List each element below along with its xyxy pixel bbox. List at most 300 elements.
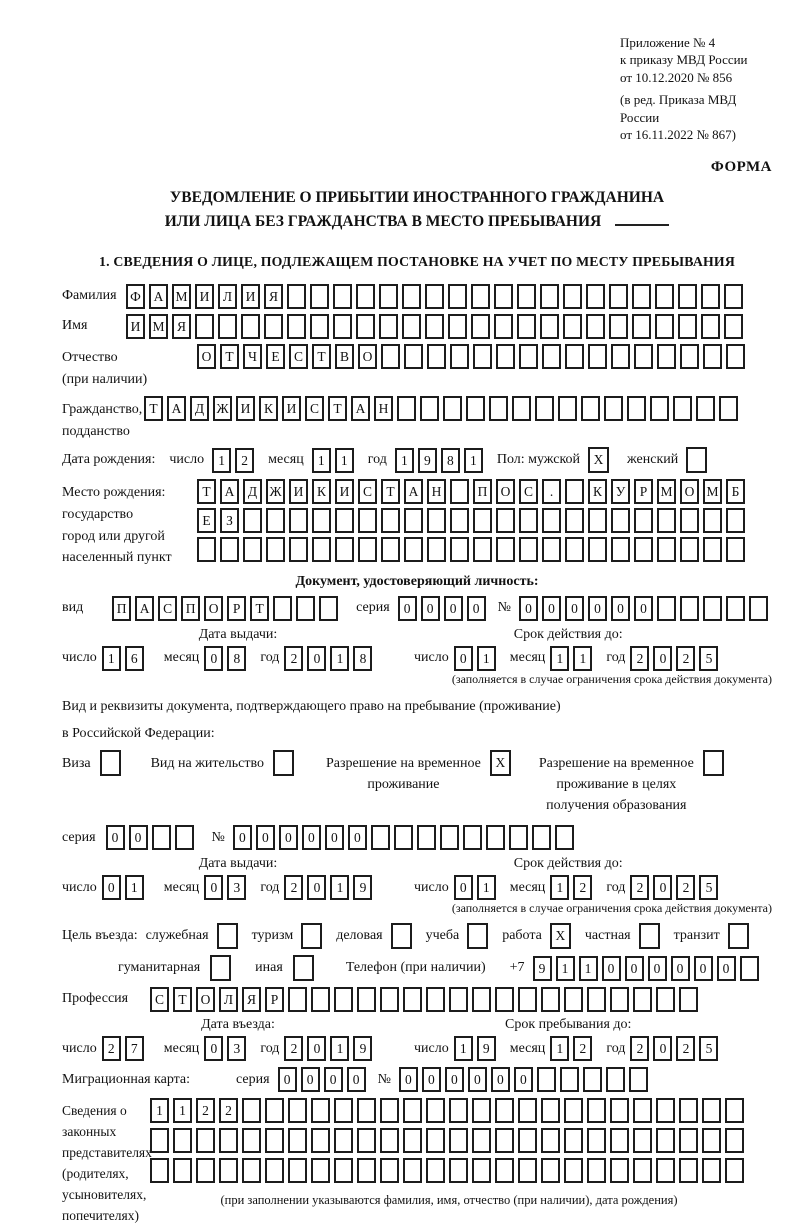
id-issue-year-cells <box>284 646 376 671</box>
id-issue-year-cell: 0 <box>307 646 326 671</box>
profession-cell <box>288 987 307 1012</box>
representatives-cell <box>518 1128 537 1153</box>
permit-issue-year-cells <box>284 875 376 900</box>
id-issue-day-cells <box>102 646 148 671</box>
birthplace-cell <box>381 508 400 533</box>
permit-number-cell: 0 <box>325 825 344 850</box>
id-series-label: серия <box>356 600 390 616</box>
migration-number-cell <box>560 1067 579 1092</box>
citizenship-cell <box>650 396 669 421</box>
birthplace-label-line2: государство <box>62 506 134 522</box>
birth-day-cell: 2 <box>235 448 254 473</box>
surname-cell <box>655 284 674 309</box>
patronymic-row <box>62 344 772 390</box>
checkbox-humanitarian <box>210 955 231 981</box>
birth-year-cell: 1 <box>395 448 414 473</box>
birthplace-cell <box>726 537 745 562</box>
birthplace-cell <box>312 537 331 562</box>
representatives-cell <box>449 1098 468 1123</box>
purpose-official-label: служебная <box>145 928 209 944</box>
permit-issue-year-cell: 2 <box>284 875 303 900</box>
temp-residence-edu-label-line2: проживание в целях <box>556 777 677 793</box>
day-label: число <box>62 879 97 895</box>
given-name-cell <box>655 314 674 339</box>
checkbox-business <box>391 923 412 949</box>
permit-series-cell <box>175 825 194 850</box>
migration-card-row <box>62 1067 772 1092</box>
representatives-cell <box>334 1158 353 1183</box>
checkbox-official <box>217 923 238 949</box>
given-name-cell <box>241 314 260 339</box>
checkbox-other <box>293 955 314 981</box>
given-name-row <box>62 314 772 339</box>
citizenship-cell <box>443 396 462 421</box>
representatives-cell <box>587 1158 606 1183</box>
citizenship-cell <box>558 396 577 421</box>
profession-cell <box>495 987 514 1012</box>
birthplace-cell <box>588 537 607 562</box>
patronymic-cell <box>726 344 745 369</box>
given-name-label: Имя <box>62 318 88 334</box>
representatives-cell <box>656 1128 675 1153</box>
id-valid-month-cell: 1 <box>573 646 592 671</box>
checkbox-private <box>639 923 660 949</box>
phone-cell: 1 <box>556 956 575 981</box>
permit-valid-month-cell: 2 <box>573 875 592 900</box>
profession-cell: Т <box>173 987 192 1012</box>
citizenship-cell <box>719 396 738 421</box>
birthplace-cell: И <box>335 479 354 504</box>
entry-month-cell: 0 <box>204 1036 223 1061</box>
representatives-cell <box>564 1158 583 1183</box>
birth-year-cell: 9 <box>418 448 437 473</box>
birthplace-cell <box>266 508 285 533</box>
representatives-cell <box>679 1158 698 1183</box>
permit-issue-month-cell: 0 <box>204 875 223 900</box>
profession-cells <box>150 987 702 1012</box>
permit-valid-day-cell: 0 <box>454 875 473 900</box>
profession-cell <box>380 987 399 1012</box>
valid-until-heading: Срок действия до: <box>513 856 623 872</box>
purpose-business-checkbox <box>391 923 416 949</box>
birthplace-cell <box>404 508 423 533</box>
id-valid-year-cells <box>630 646 722 671</box>
surname-cell <box>402 284 421 309</box>
migration-number-cell <box>583 1067 602 1092</box>
given-name-cell <box>356 314 375 339</box>
birthplace-cell <box>197 537 216 562</box>
migration-number-cells <box>399 1067 652 1092</box>
surname-cell <box>586 284 605 309</box>
profession-cell <box>587 987 606 1012</box>
id-type-cell: О <box>204 596 223 621</box>
surname-cell: И <box>195 284 214 309</box>
id-issue-day-cell: 1 <box>102 646 121 671</box>
permit-valid-year-cell: 2 <box>676 875 695 900</box>
birthplace-cell <box>450 479 469 504</box>
birthplace-row <box>62 479 772 569</box>
given-name-cells <box>126 314 747 339</box>
entry-date-group <box>62 1017 414 1061</box>
permit-number-cell: 0 <box>302 825 321 850</box>
citizenship-cell <box>696 396 715 421</box>
birth-year-cell: 8 <box>441 448 460 473</box>
surname-cell <box>517 284 536 309</box>
birthplace-cell: . <box>542 479 561 504</box>
birthplace-cell <box>381 537 400 562</box>
citizenship-cell: Д <box>190 396 209 421</box>
representatives-cell <box>173 1158 192 1183</box>
birthplace-cells-row1 <box>197 479 749 504</box>
given-name-cell <box>264 314 283 339</box>
representatives-cell <box>633 1158 652 1183</box>
profession-cell <box>472 987 491 1012</box>
id-issue-day-cell: 6 <box>125 646 144 671</box>
birthplace-cell: Т <box>197 479 216 504</box>
surname-cell <box>724 284 743 309</box>
citizenship-cell <box>581 396 600 421</box>
birthplace-cell <box>358 537 377 562</box>
id-type-cell <box>319 596 338 621</box>
permit-issue-year-cell: 1 <box>330 875 349 900</box>
phone-cell <box>740 956 759 981</box>
given-name-cell <box>632 314 651 339</box>
representatives-cell <box>426 1128 445 1153</box>
patronymic-cell: Т <box>312 344 331 369</box>
restriction-note: (заполняется в случае ограничения срока действия документа) <box>451 671 772 686</box>
day-label: число <box>62 1040 97 1056</box>
given-name-cell <box>678 314 697 339</box>
given-name-cell <box>563 314 582 339</box>
given-name-cell <box>287 314 306 339</box>
patronymic-cell <box>519 344 538 369</box>
profession-cell <box>633 987 652 1012</box>
citizenship-cell <box>397 396 416 421</box>
checkbox-work: X <box>550 923 571 949</box>
month-label: месяц <box>163 1040 200 1056</box>
representatives-cell <box>357 1098 376 1123</box>
birthplace-cell <box>335 508 354 533</box>
year-label: год <box>260 650 280 666</box>
permit-valid-year-cell: 2 <box>630 875 649 900</box>
permit-number-cell: 0 <box>348 825 367 850</box>
purpose-transit-label: транзит <box>673 928 720 944</box>
patronymic-label-line1: Отчество <box>62 350 118 366</box>
birth-year-cell: 1 <box>464 448 483 473</box>
patronymic-cell: С <box>289 344 308 369</box>
id-number-label: № <box>497 600 511 616</box>
birthplace-cell <box>427 537 446 562</box>
birth-day-cells <box>212 448 258 473</box>
id-issue-month-cell: 0 <box>204 646 223 671</box>
given-name-cell <box>609 314 628 339</box>
stay-month-cell: 1 <box>550 1036 569 1061</box>
given-name-cell <box>425 314 444 339</box>
birthplace-label-line3: город или другой <box>62 528 165 544</box>
id-number-cells <box>519 596 772 621</box>
issue-date-heading: Дата выдачи: <box>198 856 278 872</box>
patronymic-cell: О <box>358 344 377 369</box>
representatives-label-line1: Сведения о <box>62 1103 127 1119</box>
birth-date-label: Дата рождения: <box>62 452 156 468</box>
temp-residence-edu-item <box>539 750 728 816</box>
citizenship-label <box>62 396 144 442</box>
sex-male-checkbox <box>588 447 613 473</box>
birthplace-cell: Т <box>381 479 400 504</box>
representatives-cell <box>311 1158 330 1183</box>
representatives-label-line4: (родителях, <box>62 1165 129 1181</box>
birthplace-cell: Ж <box>266 479 285 504</box>
migration-number-cell: 0 <box>491 1067 510 1092</box>
surname-row <box>62 284 772 309</box>
given-name-cell <box>195 314 214 339</box>
representatives-cell <box>334 1098 353 1123</box>
given-name-cell: И <box>126 314 145 339</box>
surname-cell: Я <box>264 284 283 309</box>
representatives-cell <box>495 1098 514 1123</box>
representatives-cell <box>357 1128 376 1153</box>
id-series-cell: 0 <box>421 596 440 621</box>
month-label: месяц <box>268 452 304 468</box>
purpose-label: Цель въезда: <box>62 928 138 944</box>
representatives-cell: 1 <box>173 1098 192 1123</box>
year-label: год <box>606 879 626 895</box>
id-doc-row <box>62 596 772 621</box>
birthplace-cell: О <box>496 479 515 504</box>
id-number-cell: 0 <box>588 596 607 621</box>
id-number-cell: 0 <box>611 596 630 621</box>
citizenship-cell <box>512 396 531 421</box>
birth-month-cell: 1 <box>312 448 331 473</box>
day-label: число <box>414 879 449 895</box>
representatives-cell <box>610 1158 629 1183</box>
citizenship-cell: Т <box>328 396 347 421</box>
purpose-tourism-label: туризм <box>251 928 294 944</box>
checkbox-study <box>467 923 488 949</box>
citizenship-row <box>62 396 772 442</box>
representatives-cell <box>656 1158 675 1183</box>
revision-line: от 16.11.2022 № 867) <box>620 127 737 143</box>
birthplace-cell <box>289 537 308 562</box>
checkbox-transit <box>728 923 749 949</box>
sex-female-label: женский <box>627 452 679 468</box>
id-type-cells <box>112 596 342 621</box>
representatives-cell <box>449 1128 468 1153</box>
representatives-cell <box>564 1098 583 1123</box>
month-label: месяц <box>509 650 546 666</box>
given-name-cell <box>471 314 490 339</box>
birthplace-cell <box>565 508 584 533</box>
migration-number-cell: 0 <box>445 1067 464 1092</box>
permit-issue-month-cells <box>204 875 250 900</box>
patronymic-cell <box>588 344 607 369</box>
profession-cell: О <box>196 987 215 1012</box>
form-title-line1: УВЕДОМЛЕНИЕ О ПРИБЫТИИ ИНОСТРАННОГО ГРАЖДАНИНА <box>169 189 665 207</box>
representatives-cell <box>495 1158 514 1183</box>
appendix-line: к приказу МВД России <box>620 52 748 68</box>
id-valid-group <box>414 627 722 671</box>
id-issue-month-cell: 8 <box>227 646 246 671</box>
given-name-cell <box>724 314 743 339</box>
citizenship-cell: Н <box>374 396 393 421</box>
citizenship-cell: Т <box>144 396 163 421</box>
permit-issue-month-cell: 3 <box>227 875 246 900</box>
permit-series-cell: 0 <box>106 825 125 850</box>
representatives-label-line6: попечителях) <box>62 1207 139 1223</box>
title-underline <box>615 224 669 226</box>
birthplace-cell: И <box>289 479 308 504</box>
representatives-note: (при заполнении указываются фамилия, имя, отчество (при наличии), дата рождения) <box>220 1193 678 1208</box>
id-valid-year-cell: 2 <box>676 646 695 671</box>
birthplace-cell: П <box>473 479 492 504</box>
day-label: число <box>169 452 205 468</box>
right-doc-line2: в Российской Федерации: <box>62 725 215 741</box>
representatives-label-line2: законных <box>62 1124 117 1140</box>
representatives-cells-row1 <box>150 1098 748 1123</box>
profession-cell <box>334 987 353 1012</box>
surname-cell <box>425 284 444 309</box>
citizenship-cell: К <box>259 396 278 421</box>
patronymic-cell <box>381 344 400 369</box>
id-series-cell: 0 <box>444 596 463 621</box>
birthplace-cell <box>657 537 676 562</box>
purpose-official-checkbox <box>217 923 242 949</box>
representatives-cell <box>702 1158 721 1183</box>
temp-residence-edu-label <box>539 750 694 816</box>
visa-item <box>62 750 125 776</box>
permit-series-label: серия <box>62 829 96 845</box>
id-type-cell: А <box>135 596 154 621</box>
id-type-cell: Т <box>250 596 269 621</box>
surname-cell <box>379 284 398 309</box>
surname-cell <box>448 284 467 309</box>
representatives-cell <box>725 1158 744 1183</box>
birthplace-cell: М <box>657 479 676 504</box>
birth-day-cell: 1 <box>212 448 231 473</box>
temp-residence-edu-label-line1: Разрешение на временное <box>538 756 694 772</box>
representatives-cell <box>541 1128 560 1153</box>
permit-issue-day-cell: 1 <box>125 875 144 900</box>
profession-cell <box>426 987 445 1012</box>
patronymic-cell <box>657 344 676 369</box>
representatives-cell <box>265 1158 284 1183</box>
birthplace-cell <box>542 508 561 533</box>
purpose-study-checkbox <box>467 923 492 949</box>
purpose-humanitarian-label: гуманитарная <box>118 960 201 976</box>
permit-valid-group <box>414 856 722 900</box>
representatives-cell <box>633 1098 652 1123</box>
purpose-transit-checkbox <box>728 923 753 949</box>
phone-cell: 0 <box>648 956 667 981</box>
patronymic-cell <box>496 344 515 369</box>
surname-cell <box>287 284 306 309</box>
representatives-cell: 2 <box>196 1098 215 1123</box>
permit-number-cells <box>233 825 578 850</box>
birthplace-cell <box>243 537 262 562</box>
surname-cell: Л <box>218 284 237 309</box>
purpose-row2 <box>118 955 772 981</box>
birthplace-cell <box>404 537 423 562</box>
year-label: год <box>260 879 280 895</box>
representatives-cell <box>380 1158 399 1183</box>
purpose-other-checkbox <box>293 955 318 981</box>
birthplace-cell <box>312 508 331 533</box>
birthplace-cell <box>496 537 515 562</box>
permit-valid-year-cell: 5 <box>699 875 718 900</box>
representatives-cell <box>610 1128 629 1153</box>
temp-residence-label-line1: Разрешение на временное <box>325 756 481 772</box>
birthplace-cell <box>450 508 469 533</box>
temp-residence-item <box>326 750 515 795</box>
patronymic-cell: О <box>197 344 216 369</box>
permit-type-row <box>62 750 772 816</box>
patronymic-cells <box>197 344 749 369</box>
entry-year-cell: 1 <box>330 1036 349 1061</box>
permit-number-cell <box>532 825 551 850</box>
given-name-cell <box>540 314 559 339</box>
migration-number-cell: 0 <box>422 1067 441 1092</box>
representatives-cell <box>150 1128 169 1153</box>
representatives-cell <box>702 1128 721 1153</box>
given-name-cell <box>218 314 237 339</box>
birthplace-cell <box>473 537 492 562</box>
permit-issue-year-cell: 9 <box>353 875 372 900</box>
sex-female-checkbox <box>686 447 711 473</box>
phone-prefix: +7 <box>509 960 525 976</box>
representatives-cell <box>518 1158 537 1183</box>
id-valid-year-cell: 5 <box>699 646 718 671</box>
representatives-cell <box>265 1098 284 1123</box>
id-valid-year-cell: 2 <box>630 646 649 671</box>
citizenship-cell <box>535 396 554 421</box>
temp-residence-checkbox <box>490 750 515 776</box>
surname-cell: М <box>172 284 191 309</box>
phone-cell: 1 <box>579 956 598 981</box>
purpose-study-label: учеба <box>425 928 460 944</box>
representatives-cell <box>587 1128 606 1153</box>
id-issue-year-cell: 8 <box>353 646 372 671</box>
entry-day-cell: 2 <box>102 1036 121 1061</box>
surname-cell <box>356 284 375 309</box>
citizenship-cell <box>627 396 646 421</box>
given-name-cell <box>402 314 421 339</box>
patronymic-cell <box>634 344 653 369</box>
birthplace-cell <box>289 508 308 533</box>
birthplace-cell: З <box>220 508 239 533</box>
permit-valid-year-cells <box>630 875 722 900</box>
purpose-private-checkbox <box>639 923 664 949</box>
visa-label: Виза <box>62 756 91 772</box>
day-label: число <box>62 650 97 666</box>
appendix-line: Приложение № 4 <box>620 35 716 50</box>
representatives-cells-row2 <box>150 1128 748 1153</box>
surname-cell <box>540 284 559 309</box>
patronymic-cell <box>703 344 722 369</box>
phone-cell: 0 <box>602 956 621 981</box>
birthplace-label-line1: Место рождения: <box>62 485 166 501</box>
stay-day-cells <box>454 1036 500 1061</box>
migration-series-cell: 0 <box>278 1067 297 1092</box>
permit-number-cell <box>555 825 574 850</box>
profession-cell <box>449 987 468 1012</box>
purpose-humanitarian-checkbox <box>210 955 235 981</box>
representatives-cell <box>403 1128 422 1153</box>
issue-date-heading: Дата выдачи: <box>198 626 278 642</box>
patronymic-cell <box>542 344 561 369</box>
day-label: число <box>414 1040 449 1056</box>
birthplace-cell <box>243 508 262 533</box>
entry-month-cell: 3 <box>227 1036 246 1061</box>
